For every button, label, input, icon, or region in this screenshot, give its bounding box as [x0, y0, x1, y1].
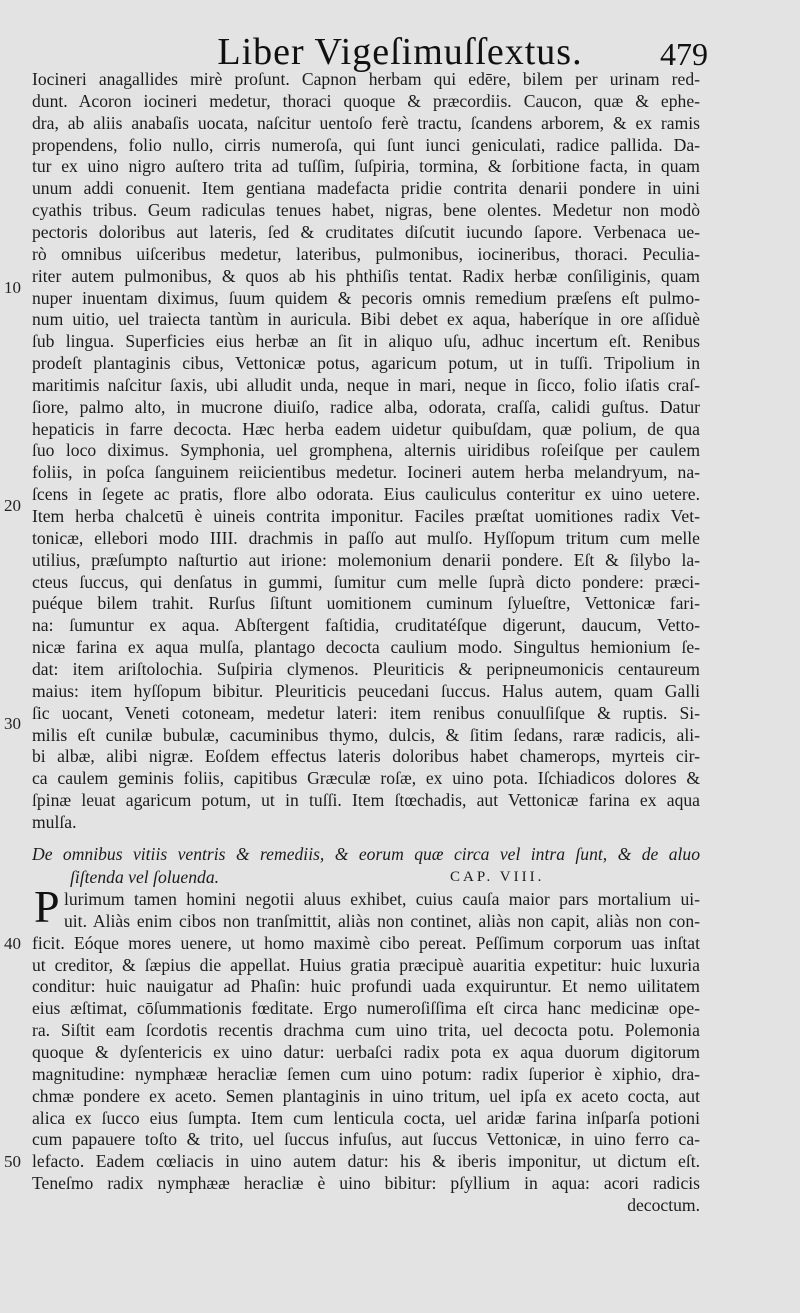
- text-line: milis eſt cunilæ bubulæ, cacuminibus thymo, dulcis, & ſitim ſedans, raræ radicis, ali-: [32, 724, 700, 745]
- text-line: ſpinæ leuat agaricum potum, ut in tuſſi. Item ſtœchadis, aut Vettonicæ farina ex aqua: [32, 790, 700, 811]
- text-line: pectoris doloribus aut lateris, ſed & cruditates diſcutit iucundo ſapore. Verbenaca ue-: [32, 221, 700, 242]
- text-line: nuper inuentam diximus, ſuum quidem & pecoris omnis remedium præſens eſt pulmo-: [32, 287, 700, 308]
- chapter-number: CAP. VIII.: [450, 869, 545, 885]
- text-line: utilius, præſumpto naſturtio aut irione: molemonium denarii pondere. Eſt & ſilybo la-: [32, 549, 700, 570]
- text-line: dat: item ariſtolochia. Suſpiria clymenos. Pleuriticis & peripneumonicis centaureum: [32, 658, 700, 679]
- drop-cap: P: [34, 881, 60, 932]
- line-number-40: 40: [4, 934, 21, 953]
- chapter-text-line: magnitudine: nymphææ heracliæ ſemen cum uino potum: radix ſuperior è xiphio, dra-: [32, 1063, 700, 1084]
- text-line: prodeſt plantaginis cibus, Vettonicæ potus, agaricum potum, ut in tuſſi. Tripolium in: [32, 353, 700, 374]
- text-line: ſic uocant, Veneti cotoneam, medetur lateri: item renibus conuulſiſque & ruptis. Si-: [32, 702, 700, 723]
- chapter-text-line: uit. Aliàs enim cibos non tranſmittit, aliàs non continet, aliàs non capit, aliàs non con-: [64, 910, 700, 931]
- section-heading-line-1: De omnibus vitiis ventris & remediis, & eorum quæ circa vel intra ſunt, & de aluo: [32, 844, 700, 864]
- chapter-text-line: quoque & dyſentericis ex uino datur: uerbaſci radix pota ex aqua duorum digitorum: [32, 1041, 700, 1062]
- text-line: cteus ſuccus, qui denſatus in gummi, ſumitur cum melle ſuprà dicto pondere: præci-: [32, 571, 700, 592]
- text-line: tonicæ, ellebori modo IIII. drachmis in paſſo aut mulſo. Hyſſopum tritum cum melle: [32, 527, 700, 548]
- text-line: unum addi conuenit. Item gentiana madefacta pridie contrita denarii pondere in uini: [32, 178, 700, 199]
- text-line: ſub lingua. Superficies eius herbæ an ſit in aliquo uſu, adhuc incertum eſt. Renibus: [32, 331, 700, 352]
- chapter-text-line: eius æſtimat, cōſummationis fœditate. Ergo numeroſiſſima eſt circa hanc medicinæ ope-: [32, 998, 700, 1019]
- text-line: maius: item hyſſopum bibitur. Pleuriticis peucedani ſuccus. Halus autem, quam Galli: [32, 680, 700, 701]
- text-line: ſuo loco diximus. Symphonia, uel gromphena, alternis uiridibus roſeiſque per caulem: [32, 440, 700, 461]
- text-line: dunt. Acoron iocineri medetur, thoraci quoque & præcordiis. Caucon, quæ & ephe-: [32, 90, 700, 111]
- text-line: nicæ farina ex aqua mulſa, plantago decocta caulium modo. Singultus hemionium ſe-: [32, 637, 700, 658]
- text-line: dra, ab aliis anabaſis uocata, naſcitur uentoſo ferè tractu, ſcandens arborem, & ex ramis: [32, 112, 700, 133]
- page-number: 479: [660, 36, 708, 72]
- text-line: puéque bilem trahit. Rurſus ſiſtunt uomitionem cuminum ſylueſtre, Vettonicæ fari-: [32, 593, 700, 614]
- text-line: na: ſumuntur ex aqua. Abſtergent faſtidia, cruditatéſque digerunt, daucum, Vetto-: [32, 615, 700, 636]
- chapter-text-line: lefacto. Eadem cœliacis in uino autem datur: his & iberis imponitur, ut dictum eſt.: [32, 1151, 700, 1172]
- chapter-text-line: Teneſmo radix nymphææ heracliæ è uino bibitur: pſyllium in aqua: acori radicis: [32, 1173, 700, 1194]
- line-number-10: 10: [4, 278, 21, 297]
- text-line: mulſa.: [32, 811, 77, 832]
- chapter-text-line: cum papauere toſto & trito, uel ſuccus infuſus, aut ſuccus Vettonicæ, in uino ferro ca-: [32, 1129, 700, 1150]
- text-line: Item herba chalcetū è uineis contrita imponitur. Faciles præſtat uomitiones radix Vet-: [32, 506, 700, 526]
- text-line: riter autem pulmonibus, & quos ab his phthiſis tentat. Radix herbæ conſiliginis, quam: [32, 265, 700, 286]
- chapter-text-line: lurimum tamen homini negotii aluus exhibet, cuius cauſa maior pars mortalium ui-: [64, 889, 700, 909]
- running-title: Liber Vigeſimuſſextus.: [217, 31, 583, 73]
- text-line: rò omnibus uiſceribus medetur, lateribus, pulmonibus, iocineribus, thoraci. Peculia-: [32, 243, 700, 264]
- chapter-text-line: alica ex ſucco eius ſumpta. Item cum lenticula cocta, uel aridæ farina inſparſa potioni: [32, 1107, 700, 1128]
- line-number-30: 30: [4, 714, 21, 733]
- text-line: tur ex uino nigro auſtero trita ad tuſſim, ſuſpiria, tormina, & ſorbitione facta, in quam: [32, 156, 700, 177]
- text-line: propendens, folio nullo, cirris numeroſa, qui ſunt iunci geniculati, radice pallida. Da-: [32, 134, 700, 155]
- chapter-text-line: decoctum.: [627, 1194, 700, 1215]
- line-number-20: 20: [4, 496, 21, 515]
- text-line: num uitio, uel traiecta tantùm in auricula. Bibi debet ex aqua, haberíque in ore aſſiduè: [32, 309, 700, 330]
- text-line: hepaticis in farre decocta. Hæc herba eadem uidetur quibuſdam, quæ polium, de qua: [32, 418, 700, 439]
- chapter-text-line: chmæ pondere ex aceto. Semen plantaginis in uino tritum, uel ipſa ex aceto cocta, aut: [32, 1085, 700, 1106]
- chapter-text-line: ficit. Eóque mores uenere, ut homo maximè cibo pereat. Peſſimum corporum uas inſtat: [32, 932, 700, 953]
- text-line: ca caulem geminis foliis, capitibus Græculæ roſæ, ex uino pota. Iſchiadicos dolores &: [32, 768, 700, 789]
- chapter-text-line: conditur: huic nauigatur ad Phaſin: huic profundi uada exquiruntur. Et nemo uilitatem: [32, 976, 700, 997]
- chapter-text-line: ra. Siſtit eam ſcordotis recentis drachma cum uino trita, uel decocta potu. Polemonia: [32, 1020, 700, 1041]
- text-line: bi albæ, alibi nigræ. Eoſdem effectus lateris doloribus habet chamerops, myrteis cir-: [32, 746, 700, 767]
- text-line: Iocineri anagallides mirè proſunt. Capnon herbam qui edēre, bilem per urinam red-: [32, 69, 700, 89]
- chapter-text-line: ut creditor, & ſæpius die appellat. Huius gratia præcipuè auaritia expetitur: huic luxuria: [32, 954, 700, 975]
- text-line: ſcens in ſegete ac pratis, flore albo odorata. Eius cauliculus conteritur ex uino uetere.: [32, 484, 700, 505]
- text-line: foliis, in poſca ſanguinem reiicientibus medetur. Iocineri autem herba melandryum, na-: [32, 462, 700, 483]
- text-line: cyathis tribus. Geum radiculas tenues habet, nigras, bene olentes. Medetur non modò: [32, 200, 700, 221]
- text-line: ſiore, palmo alto, in mucrone diuiſo, radice alba, odorata, craſſa, calidi guſtus. Datur: [32, 396, 700, 417]
- line-number-50: 50: [4, 1152, 21, 1171]
- text-line: maritimis naſcitur ſaxis, ubi alludit unda, neque in mari, neque in ſicco, folio iſatis craſ-: [32, 374, 700, 395]
- section-heading-line-2: ſiſtenda vel ſoluenda.: [70, 867, 220, 887]
